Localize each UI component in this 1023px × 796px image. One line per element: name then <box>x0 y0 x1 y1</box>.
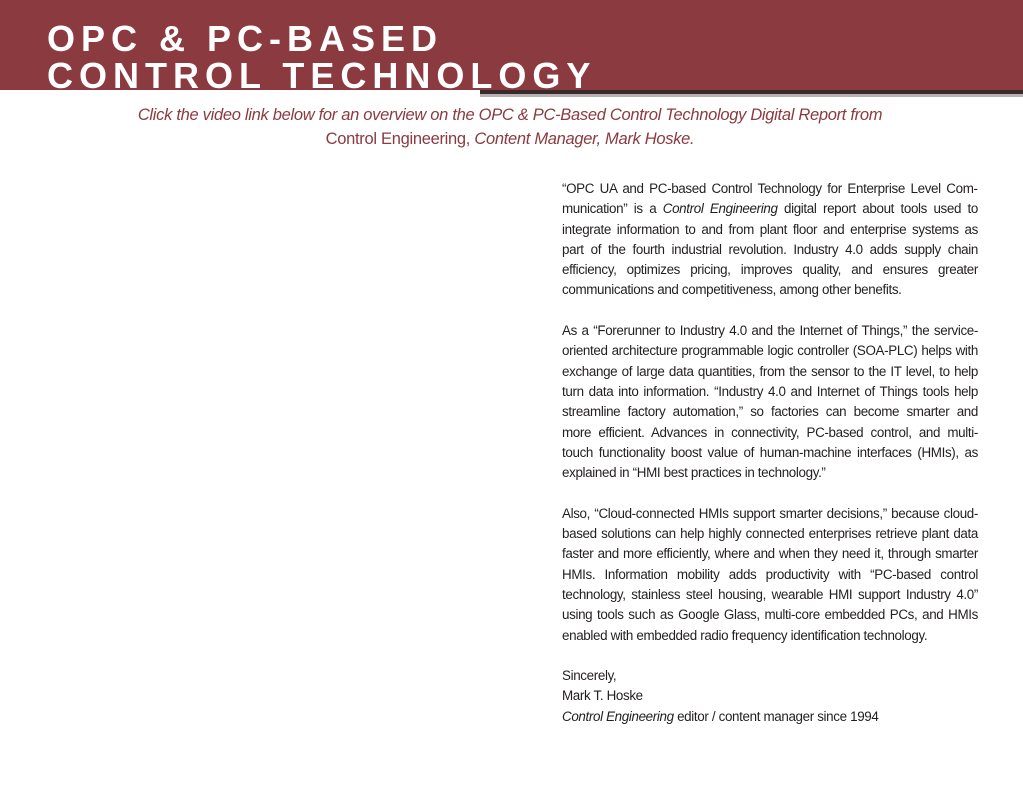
letter-paragraph-1-end: digital report about tools used to integrate information to and from plant floor and enterprise systems as part of the fourth industrial revolution. Industry 4.0 adds supply chain efficiency, optimizes pricing, improves quality, and ensures greater communications and competitiveness, among other benefits. <box>562 201 978 298</box>
editor-letter <box>562 179 978 727</box>
letter-paragraph-1-start: “OPC UA and PC-based Control Technology for Enterprise Level Communication” is a <box>562 181 978 217</box>
video-intro <box>80 103 940 151</box>
signer-publication: Control Engineering <box>562 708 674 724</box>
letter-paragraph-1 <box>562 179 978 301</box>
header-rule-light <box>480 94 1023 97</box>
publication-name: Control Engineering <box>662 201 778 217</box>
page-title-line-1: OPC & PC-BASED <box>47 18 444 59</box>
header-banner <box>0 0 1023 90</box>
video-intro-author: Content Manager, Mark Hoske. <box>474 130 695 148</box>
signer-title <box>562 707 978 727</box>
letter-paragraph-3: Also, “Cloud-connected HMIs support smarter decisions,” because cloud-based solutions can help highly connected enterprises retrieve plant data faster and more efficiently, where and when they need it, through smarter HMIs. Information mobility adds productivity with “PC-based control technology, stainless steel housing, wearable HMI support Industry 4.0” using tools such as Google Glass, multi-core embedded PCs, and HMIs enabled with embedded radio frequency identification technology. <box>562 505 978 643</box>
page-title-line-2: CONTROL TECHNOLOGY <box>47 55 597 90</box>
signer-role: editor / content manager since 1994 <box>673 708 879 724</box>
letter-paragraph-2: As a “Forerunner to Industry 4.0 and the Internet of Things,” the service-oriented architecture programmable logic controller (SOA-PLC) helps with exchange of large data quantities, from the sensor to the IT level, to help turn data into information. “Industry 4.0 and Internet of Things tools help streamline factory automation,” so factories can become smarter and more efficient. Advances in connectivity, PC-based control, and multi-touch functionality boost value of human-machine interfaces (HMIs), as explained in “HMI best practices in technology.” <box>562 323 978 481</box>
signer-name: Mark T. Hoske <box>562 688 643 704</box>
letter-closing: Sincerely, <box>562 668 617 684</box>
video-intro-line-2 <box>80 127 940 151</box>
video-intro-line-1: Click the video link below for an overview on the OPC & PC-Based Control Technology Digital Report from <box>137 106 883 124</box>
video-intro-publication: Control Engineering, <box>325 130 475 148</box>
